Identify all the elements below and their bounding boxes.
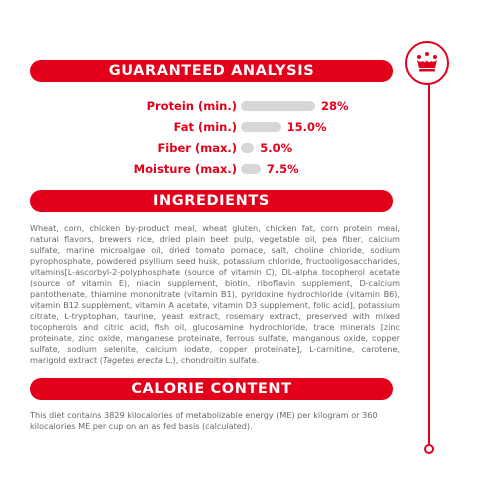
decorative-vertical-line bbox=[428, 80, 430, 448]
analysis-bar bbox=[241, 122, 281, 132]
calorie-content-text: This diet contains 3829 kilocalories of metabolizable energy (ME) per kilogram or 360 kilocalories ME per cup on an as fed basis (calculated). bbox=[30, 410, 378, 431]
ingredients-heading: INGREDIENTS bbox=[30, 190, 393, 212]
ingredients-text-end: L.), chondroitin sulfate. bbox=[162, 355, 260, 365]
ingredients-text bbox=[30, 223, 400, 366]
analysis-row bbox=[0, 140, 480, 156]
analysis-bar bbox=[241, 164, 261, 174]
analysis-value: 28% bbox=[321, 99, 349, 113]
calorie-content-heading: CALORIE CONTENT bbox=[30, 378, 393, 400]
analysis-label: Protein (min.) bbox=[146, 99, 237, 113]
analysis-label: Moisture (max.) bbox=[133, 162, 237, 176]
ingredients-text-main: Wheat, corn, chicken by-product meal, wheat gluten, chicken fat, corn protein meal, natural flavors, brewers rice, dried plain beet pulp, vegetable oil, pea fiber, calcium sulfate, marine microalgae oil, dried tomato pomace, salt, choline chloride, sodium pyrophosphate, powdered psyllium seed husk, potassium chloride, fructooligosaccharides, vitamins[L-ascorbyl-2-polyphosphate (source of vitamin C), DL-alpha tocopherol acetate (source of vitamin E), niacin supplement, biotin, riboflavin supplement, D-calcium pantothenate, thiamine mononitrate (vitamin B1), pyridoxine hydrochloride (vitamin B6), vitamin B12 supplement, vitamin A acetate, vitamin D3 supplement, folic acid], potassium citrate, L-tryptophan, taurine, yeast extract, rosemary extract, preserved with mixed tocopherols and citric acid, fish oil, glucosamine hydrochloride, trace minerals [zinc proteinate, zinc oxide, manganese proteinate, ferrous sulfate, manganous oxide, copper sulfate, sodium selenite, calcium iodate, copper proteinate], L-carnitine, carotene, marigold extract ( bbox=[30, 223, 400, 365]
decorative-end-circle bbox=[424, 444, 434, 454]
analysis-value: 5.0% bbox=[260, 141, 293, 155]
analysis-value: 7.5% bbox=[266, 162, 299, 176]
analysis-label: Fiber (max.) bbox=[157, 141, 237, 155]
analysis-row bbox=[0, 161, 480, 177]
analysis-row bbox=[0, 98, 480, 114]
brand-badge bbox=[405, 41, 449, 85]
analysis-row bbox=[0, 119, 480, 135]
analysis-bar bbox=[241, 143, 254, 153]
ingredients-text-italic: Tagetes erecta bbox=[102, 355, 163, 365]
analysis-label: Fat (min.) bbox=[173, 120, 237, 134]
analysis-value: 15.0% bbox=[286, 120, 327, 134]
analysis-bar bbox=[241, 101, 315, 111]
crown-icon bbox=[414, 51, 440, 75]
guaranteed-analysis-heading: GUARANTEED ANALYSIS bbox=[30, 60, 393, 82]
